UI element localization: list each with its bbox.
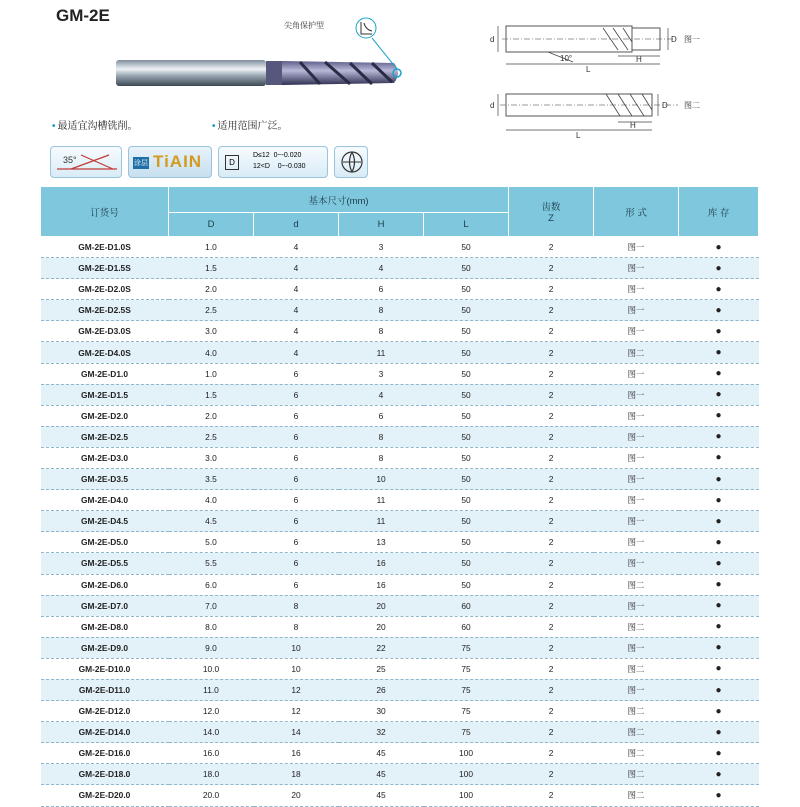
- cell-form: 图一: [594, 279, 679, 300]
- cell-form: 图二: [594, 616, 679, 637]
- cell-form: 图二: [594, 743, 679, 764]
- cell-teeth: 2: [509, 532, 594, 553]
- cell-H: 13: [339, 532, 424, 553]
- cell-teeth: 2: [509, 258, 594, 279]
- table-row: [41, 679, 759, 700]
- diagram-H-label: H: [636, 55, 642, 64]
- cell-stock: ●: [679, 785, 759, 806]
- cell-H: 11: [339, 511, 424, 532]
- cell-D: 3.0: [169, 447, 254, 468]
- diagram2-D-label: D: [662, 101, 668, 110]
- cell-code: GM-2E-D10.0: [41, 658, 169, 679]
- cell-d: 12: [254, 701, 339, 722]
- diagram-L-label: L: [586, 65, 591, 74]
- cell-D: 7.0: [169, 595, 254, 616]
- feature-2: • 适用范围广泛。: [212, 121, 288, 132]
- cell-H: 8: [339, 426, 424, 447]
- cell-L: 50: [424, 363, 509, 384]
- table-row: [41, 469, 759, 490]
- cell-code: GM-2E-D2.0: [41, 405, 169, 426]
- cell-H: 20: [339, 595, 424, 616]
- cell-form: 图一: [594, 595, 679, 616]
- cell-D: 3.0: [169, 321, 254, 342]
- cell-code: GM-2E-D2.5: [41, 426, 169, 447]
- cell-H: 25: [339, 658, 424, 679]
- table-row: [41, 258, 759, 279]
- cell-stock: ●: [679, 384, 759, 405]
- table-row: [41, 722, 759, 743]
- cell-teeth: 2: [509, 405, 594, 426]
- cell-d: 4: [254, 342, 339, 363]
- cell-code: GM-2E-D9.0: [41, 637, 169, 658]
- cell-D: 6.0: [169, 574, 254, 595]
- cell-H: 8: [339, 300, 424, 321]
- cell-H: 3: [339, 237, 424, 258]
- cell-L: 50: [424, 279, 509, 300]
- table-row: [41, 637, 759, 658]
- cell-code: GM-2E-D18.0: [41, 764, 169, 785]
- cell-code: GM-2E-D5.0: [41, 532, 169, 553]
- cell-form: 图二: [594, 701, 679, 722]
- cell-H: 45: [339, 785, 424, 806]
- cell-d: 6: [254, 469, 339, 490]
- cell-H: 8: [339, 321, 424, 342]
- table-row: [41, 342, 759, 363]
- cell-teeth: 2: [509, 764, 594, 785]
- cell-d: 6: [254, 532, 339, 553]
- cell-form: 图二: [594, 342, 679, 363]
- cell-form: 图一: [594, 300, 679, 321]
- cell-teeth: 2: [509, 511, 594, 532]
- cell-L: 75: [424, 658, 509, 679]
- cell-d: 12: [254, 679, 339, 700]
- cell-H: 10: [339, 469, 424, 490]
- cell-D: 4.0: [169, 490, 254, 511]
- cell-code: GM-2E-D2.0S: [41, 279, 169, 300]
- cell-L: 100: [424, 764, 509, 785]
- cell-stock: ●: [679, 637, 759, 658]
- cell-teeth: 2: [509, 637, 594, 658]
- cell-H: 32: [339, 722, 424, 743]
- header-stock: 库 存: [679, 187, 759, 237]
- cell-H: 45: [339, 764, 424, 785]
- cell-L: 50: [424, 237, 509, 258]
- table-row: [41, 405, 759, 426]
- table-row: [41, 363, 759, 384]
- cell-D: 2.5: [169, 426, 254, 447]
- cell-code: GM-2E-D5.5: [41, 553, 169, 574]
- cell-teeth: 2: [509, 743, 594, 764]
- cell-code: GM-2E-D1.5S: [41, 258, 169, 279]
- table-row: [41, 384, 759, 405]
- table-row: [41, 300, 759, 321]
- figure-2-label: 图二: [684, 101, 700, 110]
- cell-L: 50: [424, 447, 509, 468]
- cell-L: 50: [424, 511, 509, 532]
- cell-D: 1.5: [169, 384, 254, 405]
- cell-stock: ●: [679, 300, 759, 321]
- cell-L: 50: [424, 532, 509, 553]
- header-L: L: [424, 213, 509, 237]
- cell-d: 4: [254, 300, 339, 321]
- cell-D: 1.0: [169, 237, 254, 258]
- table-row: [41, 595, 759, 616]
- cell-stock: ●: [679, 342, 759, 363]
- cell-stock: ●: [679, 658, 759, 679]
- header-H: H: [339, 213, 424, 237]
- table-row: [41, 511, 759, 532]
- cell-teeth: 2: [509, 342, 594, 363]
- cell-H: 8: [339, 447, 424, 468]
- cell-H: 4: [339, 258, 424, 279]
- header-code: 订货号: [41, 187, 169, 237]
- cell-D: 9.0: [169, 637, 254, 658]
- cell-d: 20: [254, 785, 339, 806]
- cell-stock: ●: [679, 722, 759, 743]
- cell-stock: ●: [679, 321, 759, 342]
- cell-H: 6: [339, 405, 424, 426]
- cell-teeth: 2: [509, 679, 594, 700]
- header-dimensions: 基本尺寸(mm): [169, 187, 509, 213]
- cell-teeth: 2: [509, 384, 594, 405]
- cell-D: 18.0: [169, 764, 254, 785]
- cell-form: 图一: [594, 469, 679, 490]
- cell-D: 8.0: [169, 616, 254, 637]
- cell-d: 6: [254, 426, 339, 447]
- cell-d: 14: [254, 722, 339, 743]
- dimension-diagram: [478, 14, 718, 144]
- cell-D: 2.0: [169, 405, 254, 426]
- diagram-D-label: D: [671, 35, 677, 44]
- cell-H: 3: [339, 363, 424, 384]
- cell-H: 45: [339, 743, 424, 764]
- diagram2-d-label: d: [490, 101, 495, 110]
- diagram2-H-label: H: [630, 121, 636, 130]
- end-mill-image: [110, 10, 410, 100]
- cell-stock: ●: [679, 553, 759, 574]
- cell-d: 18: [254, 764, 339, 785]
- cell-form: 图二: [594, 722, 679, 743]
- cell-stock: ●: [679, 764, 759, 785]
- cell-stock: ●: [679, 532, 759, 553]
- cell-teeth: 2: [509, 701, 594, 722]
- cell-stock: ●: [679, 258, 759, 279]
- table-row: [41, 321, 759, 342]
- cell-stock: ●: [679, 595, 759, 616]
- cell-d: 6: [254, 384, 339, 405]
- cell-teeth: 2: [509, 553, 594, 574]
- tolerance-icon: D D≤12 0~-0.020 12<D 0~-0.030: [218, 146, 328, 178]
- cell-d: 6: [254, 574, 339, 595]
- figure-1-label: 图一: [684, 35, 700, 44]
- cell-d: 8: [254, 616, 339, 637]
- cell-teeth: 2: [509, 363, 594, 384]
- cell-D: 1.0: [169, 363, 254, 384]
- cell-H: 11: [339, 490, 424, 511]
- cell-stock: ●: [679, 279, 759, 300]
- cell-L: 75: [424, 722, 509, 743]
- cell-code: GM-2E-D1.5: [41, 384, 169, 405]
- cell-D: 5.0: [169, 532, 254, 553]
- cell-d: 4: [254, 279, 339, 300]
- cell-L: 100: [424, 743, 509, 764]
- cell-d: 6: [254, 490, 339, 511]
- cell-form: 图一: [594, 384, 679, 405]
- cell-stock: ●: [679, 743, 759, 764]
- cell-stock: ●: [679, 237, 759, 258]
- cell-D: 4.5: [169, 511, 254, 532]
- table-body: [41, 237, 759, 807]
- cell-teeth: 2: [509, 616, 594, 637]
- table-row: [41, 553, 759, 574]
- cell-L: 50: [424, 553, 509, 574]
- cell-form: 图一: [594, 258, 679, 279]
- table-row: [41, 785, 759, 806]
- cell-stock: ●: [679, 574, 759, 595]
- cell-teeth: 2: [509, 469, 594, 490]
- table-row: [41, 764, 759, 785]
- cell-H: 11: [339, 342, 424, 363]
- cell-d: 4: [254, 237, 339, 258]
- cell-code: GM-2E-D4.5: [41, 511, 169, 532]
- cell-H: 20: [339, 616, 424, 637]
- cell-code: GM-2E-D6.0: [41, 574, 169, 595]
- cell-teeth: 2: [509, 658, 594, 679]
- cell-d: 6: [254, 447, 339, 468]
- cell-D: 3.5: [169, 469, 254, 490]
- cell-code: GM-2E-D20.0: [41, 785, 169, 806]
- diagram-angle-label: 10°: [560, 54, 573, 63]
- cell-form: 图二: [594, 764, 679, 785]
- cell-L: 60: [424, 595, 509, 616]
- cell-code: GM-2E-D3.0S: [41, 321, 169, 342]
- cell-D: 2.0: [169, 279, 254, 300]
- header-teeth: 齿数 Z: [509, 187, 594, 237]
- cell-d: 4: [254, 321, 339, 342]
- cell-D: 4.0: [169, 342, 254, 363]
- cell-stock: ●: [679, 679, 759, 700]
- header-d: d: [254, 213, 339, 237]
- cell-teeth: 2: [509, 785, 594, 806]
- table-row: [41, 658, 759, 679]
- cell-D: 16.0: [169, 743, 254, 764]
- cell-H: 22: [339, 637, 424, 658]
- cell-d: 10: [254, 637, 339, 658]
- cell-form: 图一: [594, 637, 679, 658]
- cell-L: 50: [424, 574, 509, 595]
- cell-form: 图一: [594, 405, 679, 426]
- cell-L: 75: [424, 679, 509, 700]
- cell-code: GM-2E-D14.0: [41, 722, 169, 743]
- cell-code: GM-2E-D11.0: [41, 679, 169, 700]
- cell-D: 12.0: [169, 701, 254, 722]
- cell-D: 2.5: [169, 300, 254, 321]
- table-row: [41, 426, 759, 447]
- cell-code: GM-2E-D16.0: [41, 743, 169, 764]
- cell-form: 图一: [594, 553, 679, 574]
- coating-icon: 涂层 TiAIN: [128, 146, 212, 178]
- cell-code: GM-2E-D2.5S: [41, 300, 169, 321]
- cell-H: 16: [339, 574, 424, 595]
- cell-teeth: 2: [509, 595, 594, 616]
- cell-code: GM-2E-D3.0: [41, 447, 169, 468]
- corner-protection-label: 尖角保护型: [284, 21, 324, 30]
- cell-L: 50: [424, 426, 509, 447]
- cell-form: 图一: [594, 363, 679, 384]
- cell-D: 11.0: [169, 679, 254, 700]
- cell-form: 图二: [594, 785, 679, 806]
- cell-stock: ●: [679, 511, 759, 532]
- table-row: [41, 490, 759, 511]
- cell-code: GM-2E-D12.0: [41, 701, 169, 722]
- cell-D: 20.0: [169, 785, 254, 806]
- cell-code: GM-2E-D7.0: [41, 595, 169, 616]
- cell-d: 6: [254, 405, 339, 426]
- cell-form: 图一: [594, 426, 679, 447]
- cell-form: 图二: [594, 574, 679, 595]
- table-row: [41, 237, 759, 258]
- diagram-d-label: d: [490, 35, 495, 44]
- table-row: [41, 574, 759, 595]
- cell-code: GM-2E-D1.0S: [41, 237, 169, 258]
- cell-H: 4: [339, 384, 424, 405]
- cell-form: 图二: [594, 658, 679, 679]
- cell-L: 50: [424, 405, 509, 426]
- cell-stock: ●: [679, 490, 759, 511]
- cell-L: 75: [424, 637, 509, 658]
- cell-form: 图一: [594, 511, 679, 532]
- cell-form: 图一: [594, 490, 679, 511]
- feature-1: • 最适宜沟槽铣削。: [52, 121, 138, 132]
- cell-teeth: 2: [509, 321, 594, 342]
- cell-L: 50: [424, 258, 509, 279]
- cell-teeth: 2: [509, 426, 594, 447]
- cell-L: 75: [424, 701, 509, 722]
- cell-L: 60: [424, 616, 509, 637]
- cell-d: 16: [254, 743, 339, 764]
- cell-H: 30: [339, 701, 424, 722]
- cell-d: 6: [254, 511, 339, 532]
- cell-L: 50: [424, 342, 509, 363]
- helix-angle-icon: [50, 146, 122, 178]
- cell-form: 图一: [594, 532, 679, 553]
- cell-teeth: 2: [509, 490, 594, 511]
- cell-d: 10: [254, 658, 339, 679]
- cell-stock: ●: [679, 363, 759, 384]
- cell-teeth: 2: [509, 447, 594, 468]
- cell-code: GM-2E-D4.0: [41, 490, 169, 511]
- header-D: D: [169, 213, 254, 237]
- cell-H: 16: [339, 553, 424, 574]
- svg-text:35°: 35°: [63, 155, 77, 165]
- table-row: [41, 447, 759, 468]
- table-row: [41, 532, 759, 553]
- cell-D: 10.0: [169, 658, 254, 679]
- cell-D: 14.0: [169, 722, 254, 743]
- header-form: 形 式: [594, 187, 679, 237]
- cell-L: 50: [424, 300, 509, 321]
- cell-form: 图一: [594, 237, 679, 258]
- cell-d: 4: [254, 258, 339, 279]
- cell-stock: ●: [679, 701, 759, 722]
- cell-teeth: 2: [509, 279, 594, 300]
- cell-code: GM-2E-D1.0: [41, 363, 169, 384]
- cell-H: 26: [339, 679, 424, 700]
- cell-code: GM-2E-D4.0S: [41, 342, 169, 363]
- cell-L: 50: [424, 321, 509, 342]
- cell-D: 1.5: [169, 258, 254, 279]
- cell-teeth: 2: [509, 237, 594, 258]
- cell-form: 图一: [594, 679, 679, 700]
- table-row: [41, 616, 759, 637]
- product-table: [40, 186, 759, 807]
- cell-form: 图一: [594, 321, 679, 342]
- cell-teeth: 2: [509, 722, 594, 743]
- cell-stock: ●: [679, 469, 759, 490]
- cell-teeth: 2: [509, 300, 594, 321]
- table-row: [41, 701, 759, 722]
- diagram2-L-label: L: [576, 131, 581, 140]
- cell-H: 6: [339, 279, 424, 300]
- cell-d: 6: [254, 553, 339, 574]
- cell-stock: ●: [679, 447, 759, 468]
- cell-stock: ●: [679, 405, 759, 426]
- cell-D: 5.5: [169, 553, 254, 574]
- table-row: [41, 743, 759, 764]
- cell-L: 50: [424, 384, 509, 405]
- cell-L: 50: [424, 469, 509, 490]
- cell-stock: ●: [679, 616, 759, 637]
- cell-teeth: 2: [509, 574, 594, 595]
- cell-d: 8: [254, 595, 339, 616]
- cell-d: 6: [254, 363, 339, 384]
- two-flute-icon: [334, 146, 368, 178]
- cell-code: GM-2E-D3.5: [41, 469, 169, 490]
- cell-L: 50: [424, 490, 509, 511]
- table-row: [41, 279, 759, 300]
- cell-code: GM-2E-D8.0: [41, 616, 169, 637]
- cell-stock: ●: [679, 426, 759, 447]
- page-title: GM-2E: [56, 6, 110, 25]
- cell-L: 100: [424, 785, 509, 806]
- cell-form: 图一: [594, 447, 679, 468]
